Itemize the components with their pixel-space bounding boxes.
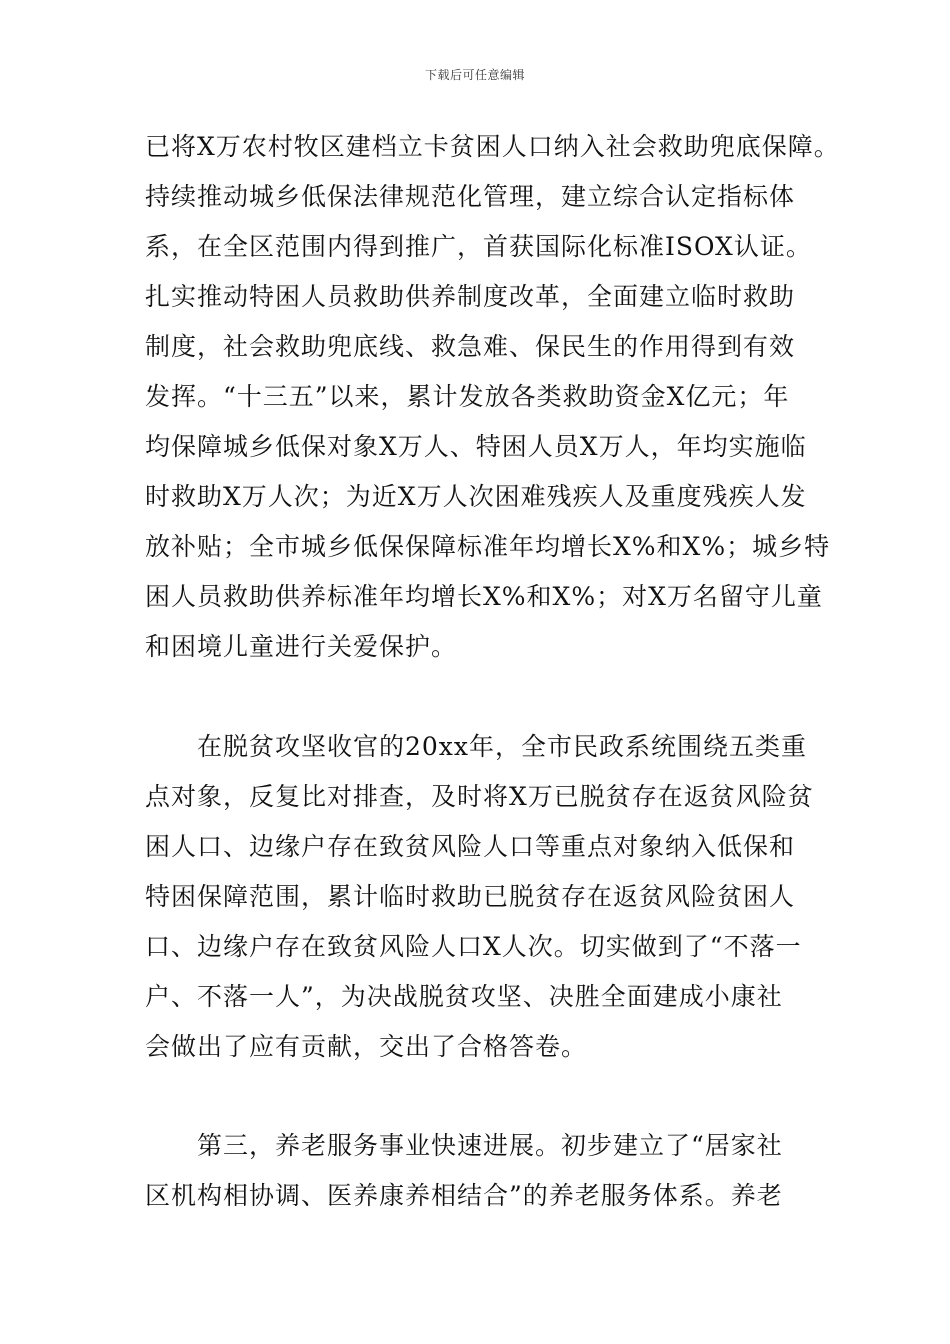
paragraph-line: 区机构相协调、医养康养相结合”的养老服务体系。养老 <box>145 1181 783 1210</box>
paragraph-3 <box>145 1121 825 1221</box>
paragraph-line: 放补贴；全市城乡低保保障标准年均增长X%和X%；城乡特 <box>145 532 831 561</box>
paragraph-line: 时救助X万人次；为近X万人次困难残疾人及重度残疾人发 <box>145 482 807 511</box>
paragraph-line: 困人口、边缘户存在致贫风险人口等重点对象纳入低保和 <box>145 832 796 861</box>
paragraph-line: 系，在全区范围内得到推广，首获国际化标准ISOX认证。 <box>145 232 812 261</box>
paragraph-line: 户、不落一人”，为决战脱贫攻坚、决胜全面建成小康社 <box>145 982 783 1011</box>
paragraph-2 <box>145 722 825 1072</box>
page-header: 下载后可任意编辑 <box>424 68 525 82</box>
paragraph-line: 困人员救助供养标准年均增长X%和X%；对X万名留守儿童 <box>145 582 823 611</box>
paragraph-line: 均保障城乡低保对象X万人、特困人员X万人，年均实施临 <box>145 432 807 461</box>
paragraph-line: 和困境儿童进行关爱保护。 <box>145 632 458 661</box>
paragraph-line: 发挥。“十三五”以来，累计发放各类救助资金X亿元；年 <box>145 382 790 411</box>
paragraph-line: 会做出了应有贡献，交出了合格答卷。 <box>145 1032 588 1061</box>
paragraph-line: 口、边缘户存在致贫风险人口X人次。切实做到了“不落一 <box>145 932 802 961</box>
paragraph-line: 制度，社会救助兜底线、救急难、保民生的作用得到有效 <box>145 332 796 361</box>
paragraph-line: 扎实推动特困人员救助供养制度改革，全面建立临时救助 <box>145 282 796 311</box>
paragraph-line: 持续推动城乡低保法律规范化管理，建立综合认定指标体 <box>145 182 796 211</box>
paragraph-1 <box>145 122 840 672</box>
paragraph-line: 在脱贫攻坚收官的20xx年，全市民政系统围绕五类重 <box>197 732 808 761</box>
paragraph-line: 第三，养老服务事业快速进展。初步建立了“居家社 <box>197 1131 783 1160</box>
paragraph-line: 特困保障范围，累计临时救助已脱贫存在返贫风险贫困人 <box>145 882 796 911</box>
paragraph-line: 点对象，反复比对排查，及时将X万已脱贫存在返贫风险贫 <box>145 782 814 811</box>
paragraph-line: 已将X万农村牧区建档立卡贫困人口纳入社会救助兜底保障。 <box>145 132 840 161</box>
